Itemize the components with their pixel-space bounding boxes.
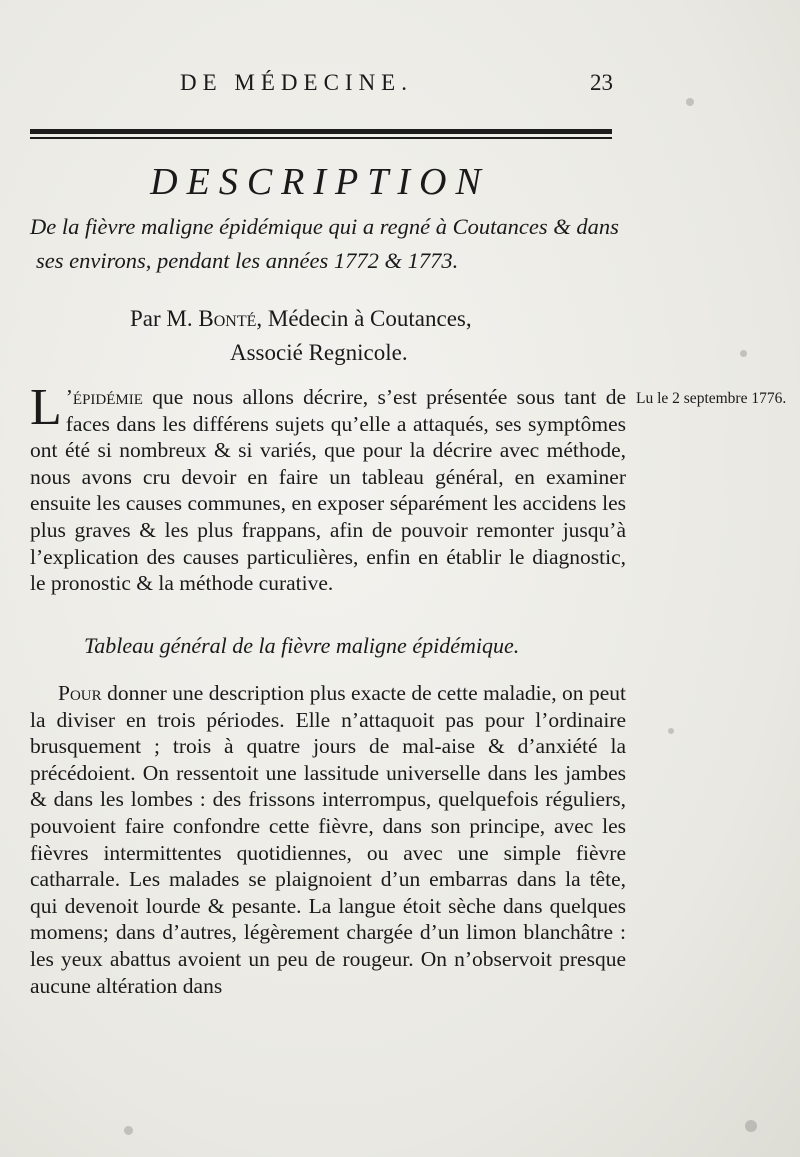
paragraph-intro-lead: ’épidémie	[65, 385, 143, 409]
running-head: DE MÉDECINE.	[180, 70, 413, 95]
paper-speck	[740, 350, 747, 357]
paper-speck	[668, 728, 674, 734]
header-rule-thick	[30, 129, 612, 134]
author-role: , Médecin à Coutances,	[256, 306, 472, 331]
page-number: 23	[590, 70, 613, 95]
article-title: DESCRIPTION	[150, 161, 490, 203]
section-heading: Tableau général de la fièvre maligne épidémique.	[84, 633, 520, 658]
margin-note-date: Lu le 2 septembre 1776.	[636, 390, 787, 407]
paper-speck	[686, 98, 694, 106]
paragraph-intro	[30, 379, 626, 597]
article-subtitle: De la fièvre maligne épidémique qui a regné à Coutances & dans ses environs, pendant les années 1772 & 1773.	[30, 214, 619, 273]
paragraph-tableau	[30, 680, 626, 999]
author-block	[130, 302, 610, 370]
header-rule-thin	[30, 137, 612, 139]
paper-speck	[124, 1126, 133, 1135]
paragraph-tableau-lead: Pour	[58, 681, 102, 705]
author-prefix: Par M.	[130, 306, 193, 331]
author-name: Bonté	[198, 306, 257, 331]
paragraph-tableau-text: donner une description plus exacte de cette maladie, on peut la diviser en trois périodes. Elle n’attaquoit pas pour l’ordinaire brusquement ; trois à quatre jours de mal-aise & d’anxiété la précédoient. On ressentoit une lassitude universelle dans les jambes & dans les lombes : des frissons interrompus, quelquefois réguliers, pouvoient faire confondre cette fièvre, dans son principe, avec les fièvres intermittentes quotidiennes, ou avec une simple fièvre catharrale. Les malades se plaignoient d’un embarras dans la tête, qui devenoit lourde & pesante. La langue étoit sèche dans quelques momens; dans d’autres, légèrement chargée d’un limon blanchâtre : les yeux abattus avoient un peu de rougeur. On n’observoit presque aucune altération dans	[30, 681, 626, 998]
author-affiliation: Associé Regnicole.	[230, 340, 408, 365]
paper-speck	[745, 1120, 757, 1132]
drop-cap: L	[30, 379, 62, 436]
paragraph-intro-text: que nous allons décrire, s’est présentée sous tant de faces dans les différens sujets qu’elle a attaqués, ses symptômes ont été si nombreux & si variés, que pour la décrire avec méthode, nous avons cru devoir en faire un tableau général, en examiner ensuite les causes communes, en exposer séparément les accidens les plus graves & les plus frappans, afin de pouvoir remonter jusqu’à l’explication des causes particulières, enfin en établir le diagnostic, le pronostic & la méthode curative.	[30, 385, 626, 596]
